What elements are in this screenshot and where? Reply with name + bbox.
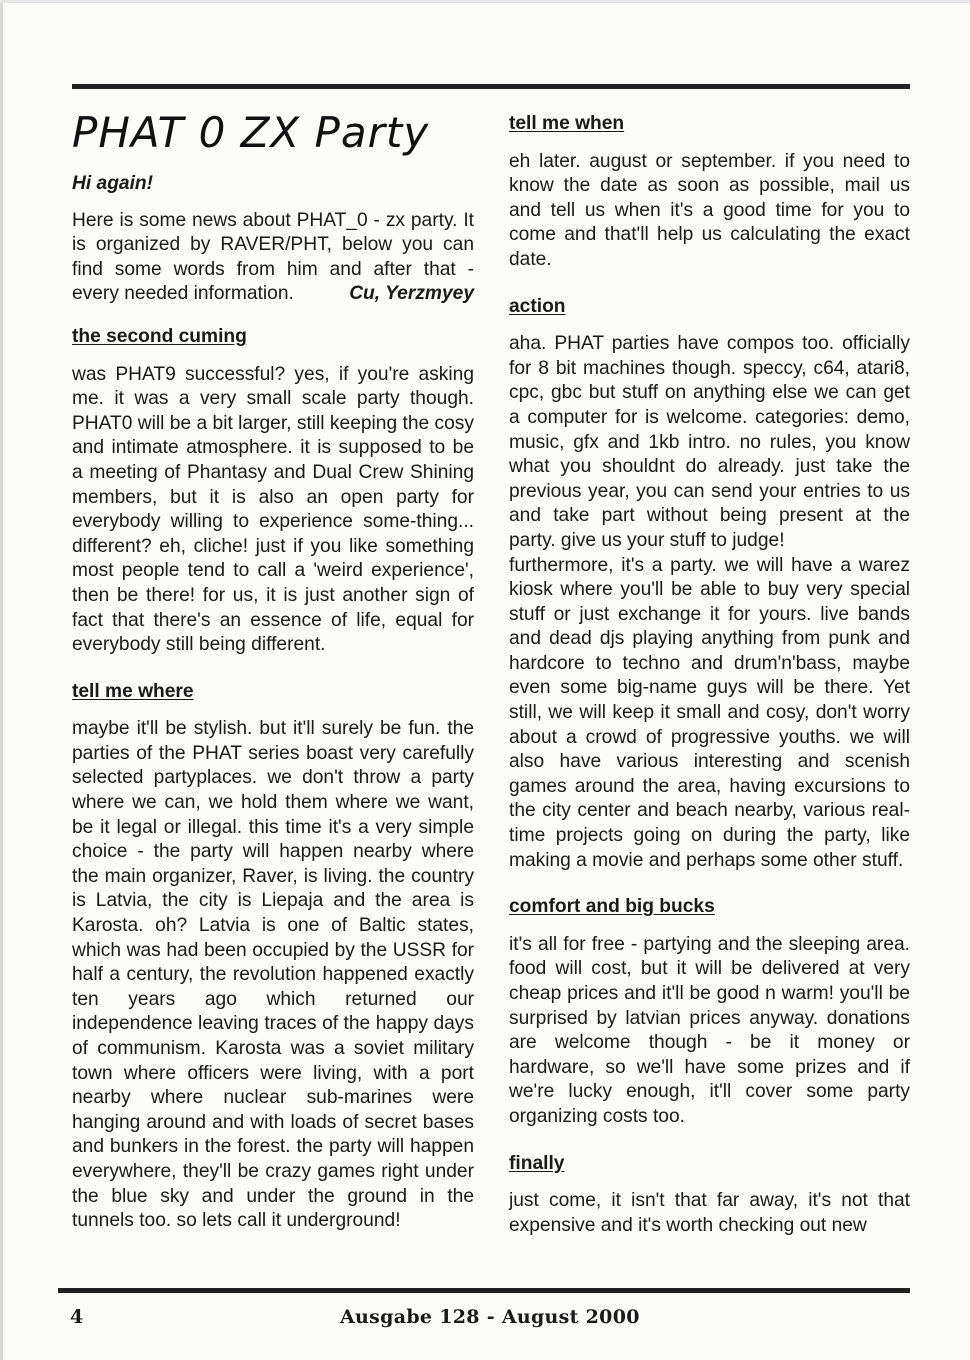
section-paragraph: eh later. august or september. if you need to know the date as soon as possible, mail us and tell us when it's a good time for you to come and that'll help us calculating the exact date. <box>509 150 910 270</box>
section-heading-action: action <box>509 295 566 317</box>
greeting: Hi again! <box>72 173 154 194</box>
signature: Cu, Yerzmyey <box>349 283 474 305</box>
column-left <box>72 108 474 1256</box>
section-paragraph: was PHAT9 successful? yes, if you're asking me. it was a very small scale party though. PHAT0 will be a bit larger, still keeping the cosy and intimate atmosphere. it is supposed to be a meeting of Phantasy and Dual Crew Shining members, but it is also an open party for everybody willing to experience some-thing... different? eh, cliche! just if you like something most people tend to call a 'weird experience', then be there! for us, it is just another sign of fact that there's an essence of life, equal for everybody still being different. <box>72 363 474 656</box>
section-paragraph: just come, it isn't that far away, it's not that expensive and it's worth checking out new <box>509 1190 910 1236</box>
section-paragraph: furthermore, it's a party. we will have a warez kiosk where you'll be able to buy very special stuff or just exchange it for yours. live bands and dead djs playing anything from punk and hardcore to techno and drum'n'bass, maybe even some big-name guys will be there. Yet still, we will keep it small and cosy, don't worry about a crowd of progressive youths. we will also have various interesting and scenish games around the area, having excursions to the city center and beach nearby, various real-time projects going on during the party, like making a movie and perhaps some other stuff. <box>509 554 910 871</box>
column-right <box>509 112 910 1238</box>
section-heading-second-cuming: the second cuming <box>72 325 247 347</box>
footer-rule <box>58 1288 910 1293</box>
header-rule <box>72 84 910 89</box>
section-paragraph: it's all for free - partying and the sleeping area. food will cost, but it will be delivered at very cheap prices and it'll be good n warm! you'll be surprised by latvian prices anyway. donations are welcome though - be it money or hardware, so we'll have some prizes and if we're lucky enough, it'll cover some party organizing costs too. <box>509 933 910 1127</box>
scan-edge-left <box>0 0 3 1360</box>
section-heading-tell-me-when: tell me when <box>509 113 625 134</box>
page-number: 4 <box>70 1306 84 1328</box>
section-paragraph: aha. PHAT parties have compos too. officially for 8 bit machines though. speccy, c64, atari8, cpc, gbc but stuff on anything else we can get a computer for is welcome. categories: demo, music, gfx and 1kb intro. no rules, you know what you shouldnt do already. just take the previous year, you can send your entries to us and take part without being present at the party. give us your stuff to judge! <box>509 333 910 551</box>
scan-edge-top <box>0 0 970 3</box>
issue-label: Ausgabe 128 - August 2000 <box>340 1306 640 1328</box>
section-heading-tell-me-where: tell me where <box>72 680 194 702</box>
section-heading-comfort-and-big-bucks: comfort and big bucks <box>509 896 715 918</box>
article-title: PHAT 0 ZX Party <box>72 108 430 157</box>
intro-paragraph <box>72 209 474 307</box>
intro-text: Here is some news about PHAT_0 - zx party. It is organized by RAVER/PHT, below you can find some words from him and after that - every needed information. <box>72 209 474 305</box>
section-heading-finally: finally <box>509 1152 565 1174</box>
section-paragraph: maybe it'll be stylish. but it'll surely be fun. the parties of the PHAT series boast very carefully selected partyplaces. we don't throw a party where we can, we hold them where we want, be it legal or illegal. this time it's a very simple choice - the party will happen nearby where the main organizer, Raver, is living. the country is Latvia, the city is Liepaja and the area is Karosta. oh? Latvia is one of Baltic states, which was had been occupied by the USSR for half a century, the revolution happened exactly ten years ago which returned our independence leaving traces of the happy days of communism. Karosta was a soviet military town where officers were living, with a port nearby where nuclear sub-marines were hanging around and with loads of secret bases and bunkers in the forest. the party will happen everywhere, they'll be crazy games right under the blue sky and under the ground in the tunnels too. so lets call it underground! <box>72 718 474 1232</box>
